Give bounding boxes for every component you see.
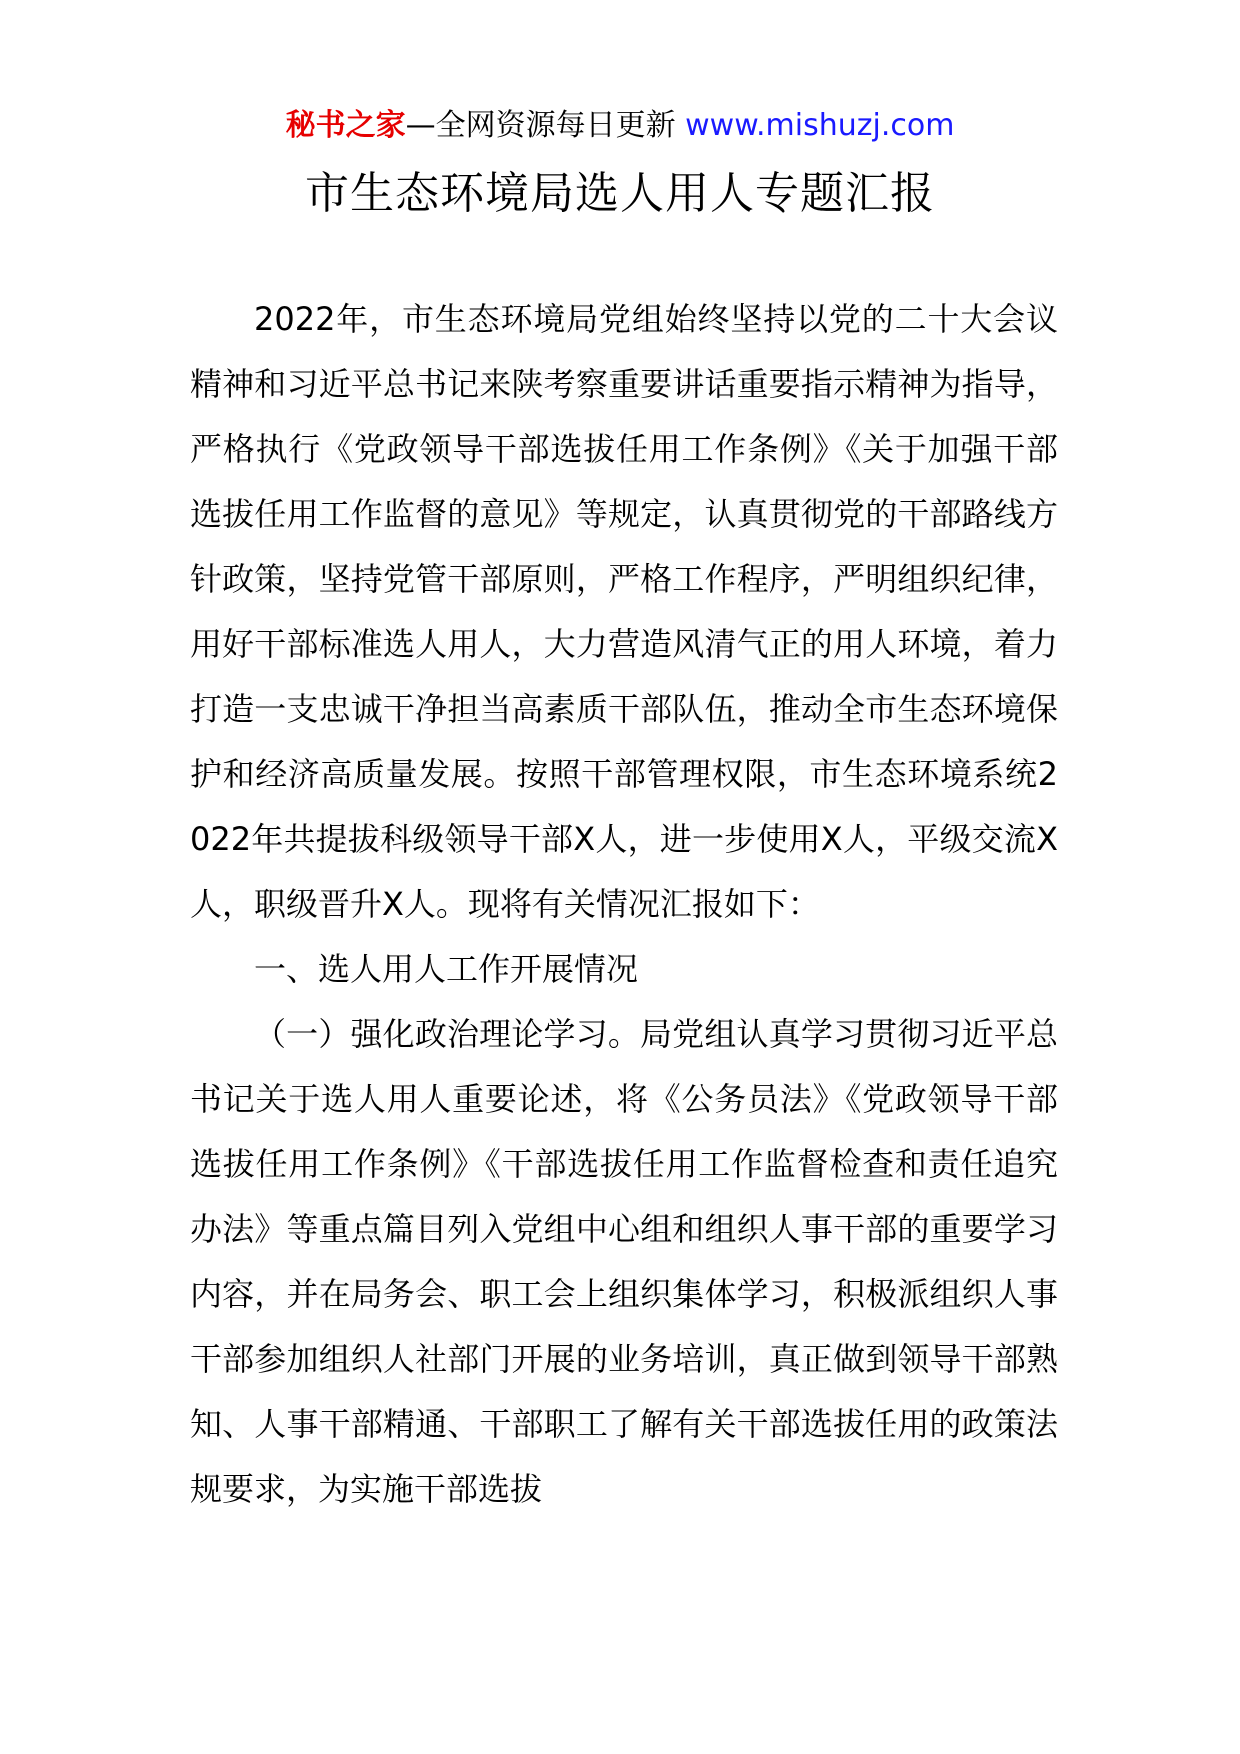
section-heading-1: 一、选人用人工作开展情况 [254, 950, 639, 988]
site-url-link[interactable]: www.mishuzj.com [685, 108, 955, 143]
document-title: 市生态环境局选人用人专题汇报 [305, 168, 935, 219]
header-tagline: —全网资源每日更新 [405, 108, 676, 143]
watermark-header [0, 104, 1240, 148]
brand-name: 秘书之家 [285, 108, 406, 143]
document-body [190, 287, 1058, 1522]
paragraph-subsection-1: （一）强化政治理论学习。局党组认真学习贯彻习近平总书记关于选人用人重要论述，将《公务员法》《党政领导干部选拔任用工作条例》《干部选拔任用工作监督检查和责任追究办法》等重点篇目列入党组中心组和组织人事干部的重要学习内容，并在局务会、职工会上组织集体学习，积极派组织人事干部参加组织人社部门开展的业务培训，真正做到领导干部熟知、人事干部精通、干部职工了解有关干部选拔任用的政策法规要求，为实施干部选拔 [190, 1015, 1058, 1508]
paragraph-intro: 2022年，市生态环境局党组始终坚持以党的二十大会议精神和习近平总书记来陕考察重要讲话重要指示精神为指导，严格执行《党政领导干部选拔任用工作条例》《关于加强干部选拔任用工作监督的意见》等规定，认真贯彻党的干部路线方针政策，坚持党管干部原则，严格工作程序，严明组织纪律，用好干部标准选人用人，大力营造风清气正的用人环境，着力打造一支忠诚干净担当高素质干部队伍，推动全市生态环境保护和经济高质量发展。按照干部管理权限，市生态环境系统2022年共提拔科级领导干部X人，进一步使用X人，平级交流X人，职级晋升X人。现将有关情况汇报如下： [190, 300, 1058, 923]
